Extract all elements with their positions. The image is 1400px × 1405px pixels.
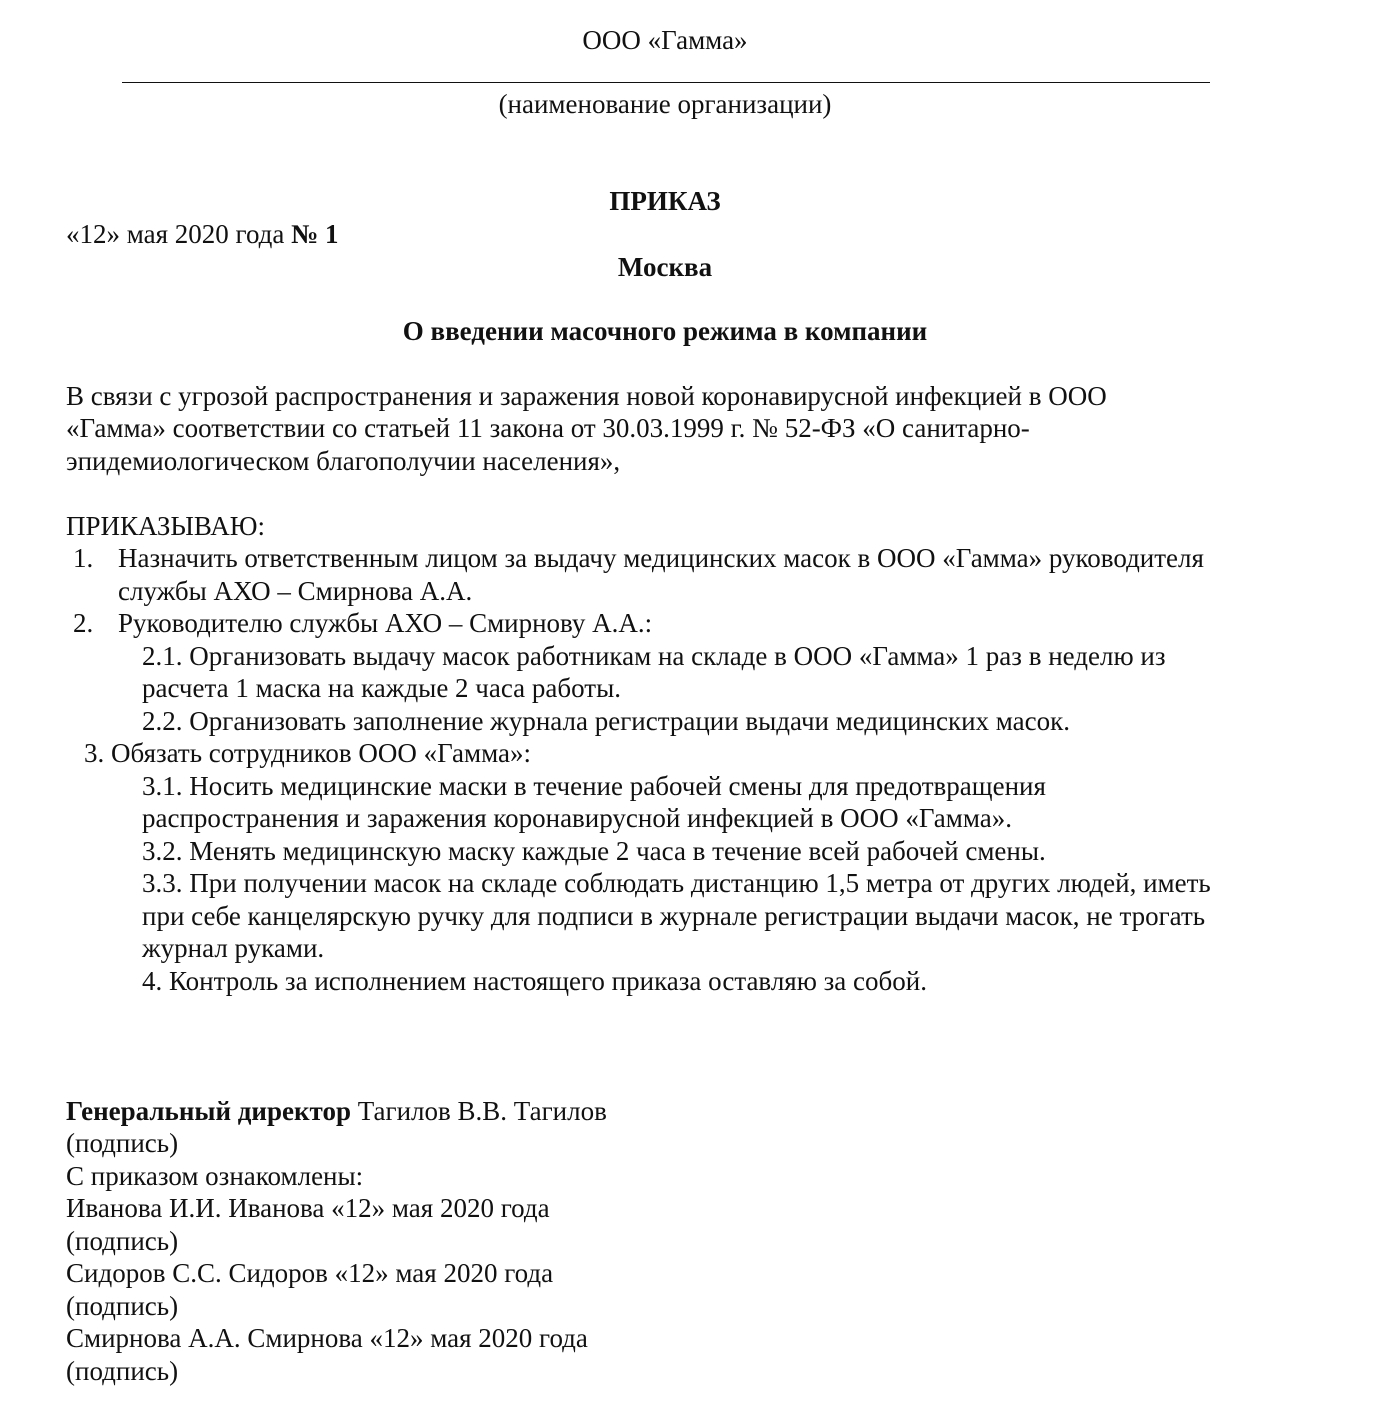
list-subitem: расчета 1 маска на каждые 2 часа работы. [142,673,621,703]
director-title: Генеральный директор [66,1096,351,1126]
director-signature-line [66,1095,607,1127]
organization-caption: (наименование организации) [498,89,832,119]
list-subitem: при себе канцелярскую ручку для подписи в журнале регистрации выдачи масок, не трогать [142,901,1206,931]
employee-signature: Иванова И.И. Иванова «12» мая 2020 года [66,1193,550,1223]
item-number: 1. [73,543,94,573]
employee-signature: Сидоров С.С. Сидоров «12» мая 2020 года [66,1258,554,1288]
signature-caption: (подпись) [66,1226,179,1256]
order-number: № 1 [291,219,339,249]
list-subitem: распространения и заражения коронавирусной инфекцией в ООО «Гамма». [142,803,1012,833]
date-line [66,218,339,250]
preamble-line: «Гамма» соответствии со статьей 11 закона от 30.03.1999 г. № 52-ФЗ «О санитарно- [66,413,1030,443]
list-item: 4. Контроль за исполнением настоящего приказа оставляю за собой. [142,966,927,996]
preamble-line: В связи с угрозой распространения и заражения новой коронавирусной инфекцией в ООО [66,381,1107,411]
familiarized-heading: С приказом ознакомлены: [66,1161,364,1191]
list-item: Назначить ответственным лицом за выдачу медицинских масок в ООО «Гамма» руководителя [118,543,1204,573]
order-date: «12» мая 2020 года [66,219,285,249]
order-word: ПРИКАЗЫВАЮ: [66,511,265,541]
order-subject: О введении масочного режима в компании [402,316,928,346]
preamble-line: эпидемиологическом благополучии населения», [66,446,621,476]
list-item: службы АХО – Смирнова А.А. [118,576,473,606]
city: Москва [617,252,713,282]
list-subitem: 2.2. Организовать заполнение журнала регистрации выдачи медицинских масок. [142,706,1071,736]
list-item: 3. Обязать сотрудников ООО «Гамма»: [84,738,532,768]
signature-caption: (подпись) [66,1128,179,1158]
signature-caption: (подпись) [66,1291,179,1321]
organization-name: ООО «Гамма» [582,25,748,55]
document-title: ПРИКАЗ [609,186,721,216]
list-subitem: 3.2. Менять медицинскую маску каждые 2 часа в течение всей рабочей смены. [142,836,1046,866]
list-subitem: журнал руками. [142,933,325,963]
list-item: Руководителю службы АХО – Смирнову А.А.: [118,608,653,638]
list-subitem: 2.1. Организовать выдачу масок работникам на складе в ООО «Гамма» 1 раз в неделю из [142,641,1166,671]
director-signature: Тагилов В.В. Тагилов [357,1096,607,1126]
signature-caption: (подпись) [66,1356,179,1386]
item-number: 2. [73,608,94,638]
list-subitem: 3.1. Носить медицинские маски в течение рабочей смены для предотвращения [142,771,1046,801]
list-subitem: 3.3. При получении масок на складе соблюдать дистанцию 1,5 метра от других людей, иметь [142,868,1211,898]
employee-signature: Смирнова А.А. Смирнова «12» мая 2020 года [66,1323,588,1353]
organization-underline [122,82,1210,83]
